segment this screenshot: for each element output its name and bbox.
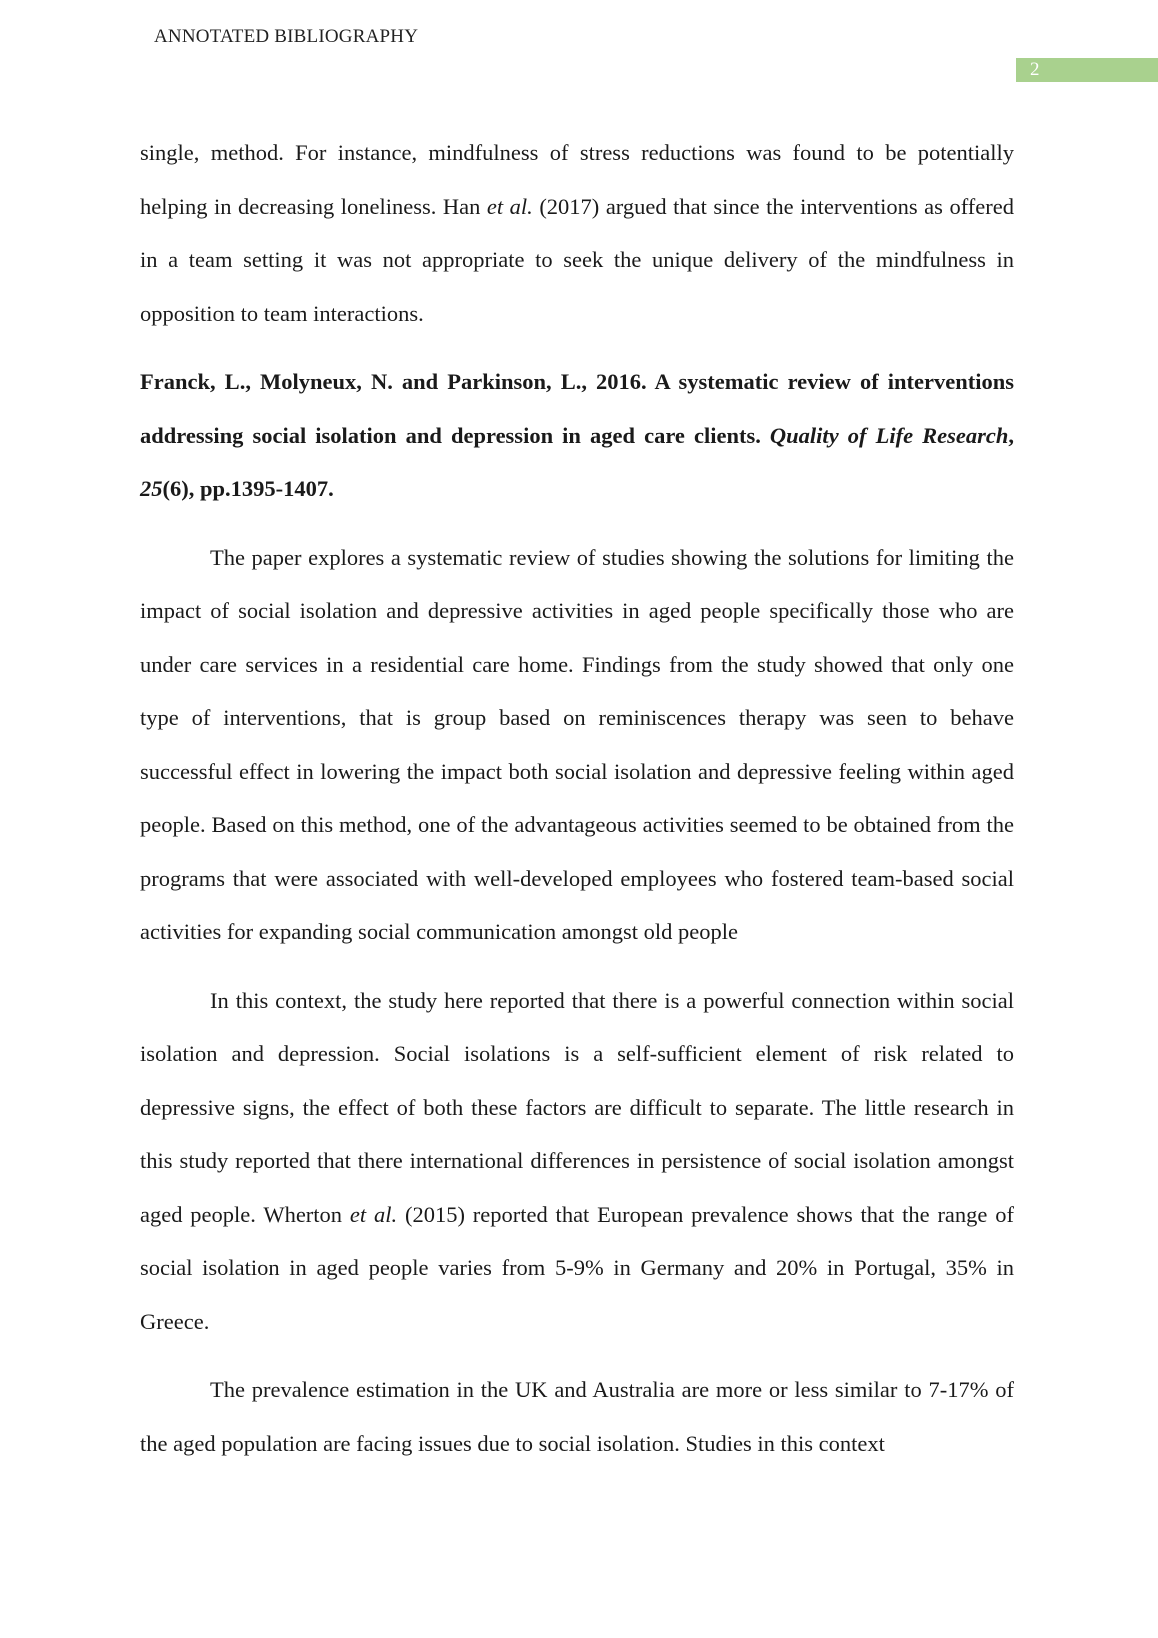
- et-al-italic: et al.: [349, 1201, 398, 1227]
- annotation-paragraph-1: The paper explores a systematic review of studies showing the solutions for limiting the impact of social isolation and depressive activities in aged people specifically those who are under care services in a residential care home. Findings from the study showed that only one type of interventions, that is group based on reminiscences therapy was seen to behave successful effect in lowering the impact both social isolation and depressive feeling within aged people. Based on this method, one of the advantageous activities seemed to be obtained from the programs that were associated with well-developed employees who fostered team-based social activities for expanding social communication amongst old people: [140, 544, 1014, 944]
- citation-volume: 25: [140, 476, 163, 501]
- paragraph-continued: [140, 126, 1014, 340]
- annotation-paragraph-2: [140, 974, 1014, 1349]
- citation-separator: ,: [1008, 422, 1014, 448]
- et-al-italic: et al.: [486, 193, 533, 219]
- citation-journal: Quality of Life Research: [769, 422, 1009, 448]
- paragraph-text: (2015) reported that European prevalence shows that the range of social isolation in aged people varies from 5-9% in Germany and 20% in Portugal, 35% in Greece.: [140, 1201, 1014, 1334]
- citation-authors-title: Franck, L., Molyneux, N. and Parkinson, L., 2016. A systematic review of interventions addressing social isolation and depression in aged care clients.: [140, 369, 1014, 448]
- page-number-bar: [1016, 58, 1158, 82]
- paragraph-text: single, method. For instance, mindfulness of stress reductions was found to be potentially helping in decreasing loneliness. Han: [140, 140, 1014, 219]
- running-head: ANNOTATED BIBLIOGRAPHY: [154, 26, 419, 47]
- bibliography-citation: [140, 355, 1014, 516]
- paragraph-text: (2017) argued that since the interventions as offered in a team setting it was not appropriate to seek the unique delivery of the mindfulness in opposition to team interactions.: [140, 193, 1014, 326]
- document-body: [140, 126, 1014, 1485]
- paragraph-text: In this context, the study here reported that there is a powerful connection within social isolation and depression. Social isolations is a self-sufficient element of risk related to depressive signs, the effect of both these factors are difficult to separate. The little research in this study reported that there international differences in persistence of social isolation amongst aged people. Wherton: [140, 987, 1014, 1227]
- page-number: 2: [1030, 59, 1040, 80]
- citation-issue-pages: (6), pp.1395-1407.: [162, 476, 334, 501]
- annotation-paragraph-3: The prevalence estimation in the UK and Australia are more or less similar to 7-17% of the aged population are facing issues due to social isolation. Studies in this context: [140, 1377, 1014, 1456]
